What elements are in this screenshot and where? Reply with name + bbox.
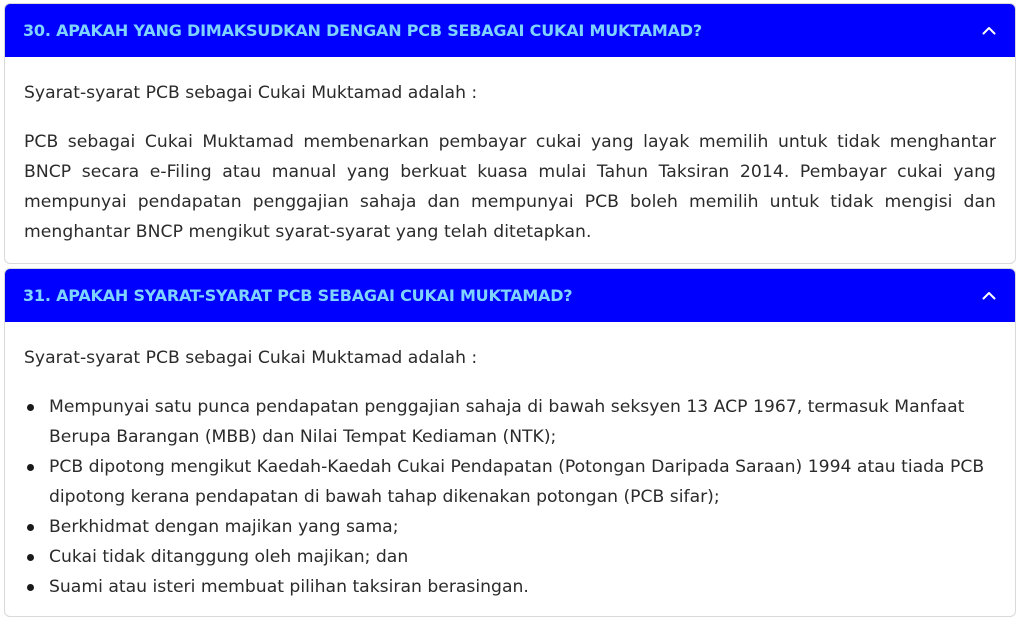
faq-item-30 <box>4 3 1016 264</box>
faq-body-31 <box>5 343 1015 602</box>
conditions-list <box>24 392 996 602</box>
faq-header-31[interactable] <box>5 269 1015 322</box>
list-item: Mempunyai satu punca pendapatan penggajian sahaja di bawah seksyen 13 ACP 1967, termasuk Manfaat Berupa Barangan (MBB) dan Nilai Tempat Kediaman (NTK); <box>24 392 996 452</box>
chevron-up-icon[interactable] <box>981 288 997 304</box>
faq-intro-31: Syarat-syarat PCB sebagai Cukai Muktamad adalah : <box>24 348 478 368</box>
faq-title-31: 31. APAKAH SYARAT-SYARAT PCB SEBAGAI CUKAI MUKTAMAD? <box>23 286 573 305</box>
list-item: Berkhidmat dengan majikan yang sama; <box>24 512 996 542</box>
list-item: Cukai tidak ditanggung oleh majikan; dan <box>24 542 996 572</box>
faq-header-30[interactable] <box>5 4 1015 57</box>
faq-body-30 <box>5 78 1015 247</box>
faq-paragraph-30: PCB sebagai Cukai Muktamad membenarkan pembayar cukai yang layak memilih untuk tidak menghantar BNCP secara e-Filing atau manual yang berkuat kuasa mulai Tahun Taksiran 2014. Pembayar cukai yang mempunyai pendapatan penggajian sahaja dan mempunyai PCB boleh memilih untuk tidak mengisi dan menghantar BNCP mengikut syarat-syarat yang telah ditetapkan. <box>24 132 996 242</box>
faq-item-31 <box>4 268 1016 617</box>
list-item: PCB dipotong mengikut Kaedah-Kaedah Cukai Pendapatan (Potongan Daripada Saraan) 1994 atau tiada PCB dipotong kerana pendapatan di bawah tahap dikenakan potongan (PCB sifar); <box>24 452 996 512</box>
faq-intro-30: Syarat-syarat PCB sebagai Cukai Muktamad adalah : <box>24 83 478 103</box>
chevron-up-icon[interactable] <box>981 23 997 39</box>
list-item: Suami atau isteri membuat pilihan taksiran berasingan. <box>24 572 996 602</box>
faq-title-30: 30. APAKAH YANG DIMAKSUDKAN DENGAN PCB SEBAGAI CUKAI MUKTAMAD? <box>23 21 702 40</box>
